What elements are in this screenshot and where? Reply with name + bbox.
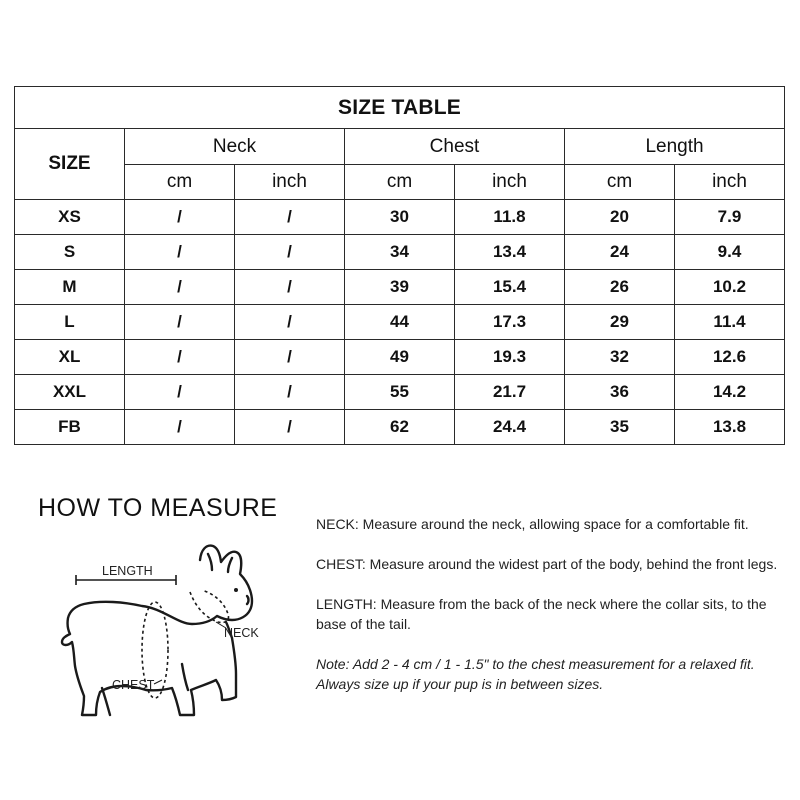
neck-inch-cell: / <box>235 375 345 410</box>
neck-cm-cell: / <box>125 340 235 375</box>
length-inch-cell: 14.2 <box>675 375 785 410</box>
neck-inch-cell: / <box>235 235 345 270</box>
chest-cm-cell: 62 <box>345 410 455 445</box>
chest-inch-cell: 13.4 <box>455 235 565 270</box>
size-cell: S <box>15 235 125 270</box>
table-row <box>15 200 785 235</box>
size-cell: XS <box>15 200 125 235</box>
unit-header: inch <box>675 165 785 200</box>
size-cell: XL <box>15 340 125 375</box>
chest-inch-cell: 24.4 <box>455 410 565 445</box>
length-inch-cell: 7.9 <box>675 200 785 235</box>
length-cm-cell: 35 <box>565 410 675 445</box>
length-cm-cell: 36 <box>565 375 675 410</box>
size-cell: M <box>15 270 125 305</box>
unit-header: cm <box>565 165 675 200</box>
size-table <box>14 86 785 445</box>
chest-instruction: CHEST: Measure around the widest part of the body, behind the front legs. <box>316 556 778 572</box>
length-cm-cell: 29 <box>565 305 675 340</box>
size-cell: FB <box>15 410 125 445</box>
neck-cm-cell: / <box>125 270 235 305</box>
table-row <box>15 235 785 270</box>
how-to-measure-title: HOW TO MEASURE <box>38 494 278 522</box>
length-cm-cell: 20 <box>565 200 675 235</box>
chest-cm-cell: 39 <box>345 270 455 305</box>
neck-instruction: NECK: Measure around the neck, allowing space for a comfortable fit. <box>316 516 749 532</box>
neck-label: NECK <box>224 626 259 640</box>
length-group-header: Length <box>565 129 785 165</box>
chest-cm-cell: 34 <box>345 235 455 270</box>
chest-inch-cell: 15.4 <box>455 270 565 305</box>
length-inch-cell: 13.8 <box>675 410 785 445</box>
measure-instructions <box>316 514 794 714</box>
size-column-header: SIZE <box>15 129 125 200</box>
unit-header: inch <box>235 165 345 200</box>
chest-group-header: Chest <box>345 129 565 165</box>
chest-cm-cell: 49 <box>345 340 455 375</box>
neck-cm-cell: / <box>125 305 235 340</box>
chest-inch-cell: 11.8 <box>455 200 565 235</box>
table-title: SIZE TABLE <box>15 87 785 129</box>
table-row <box>15 305 785 340</box>
neck-inch-cell: / <box>235 200 345 235</box>
chest-cm-cell: 44 <box>345 305 455 340</box>
neck-group-header: Neck <box>125 129 345 165</box>
table-body <box>15 200 785 445</box>
chest-inch-cell: 21.7 <box>455 375 565 410</box>
length-cm-cell: 32 <box>565 340 675 375</box>
length-cm-cell: 26 <box>565 270 675 305</box>
size-cell: XXL <box>15 375 125 410</box>
size-cell: L <box>15 305 125 340</box>
unit-header: cm <box>125 165 235 200</box>
dog-diagram <box>50 538 290 728</box>
neck-cm-cell: / <box>125 410 235 445</box>
chest-inch-cell: 19.3 <box>455 340 565 375</box>
length-instruction: LENGTH: Measure from the back of the neck where the collar sits, to the base of the tail. <box>316 596 767 632</box>
neck-inch-cell: / <box>235 410 345 445</box>
note-instruction: Note: Add 2 - 4 cm / 1 - 1.5" to the chest measurement for a relaxed fit. Always size up if your pup is in between sizes. <box>316 656 755 692</box>
chest-cm-cell: 55 <box>345 375 455 410</box>
neck-inch-cell: / <box>235 305 345 340</box>
table-row <box>15 410 785 445</box>
length-inch-cell: 9.4 <box>675 235 785 270</box>
table-row <box>15 340 785 375</box>
chest-inch-cell: 17.3 <box>455 305 565 340</box>
unit-header: inch <box>455 165 565 200</box>
chest-label: CHEST <box>112 678 155 692</box>
length-cm-cell: 24 <box>565 235 675 270</box>
neck-inch-cell: / <box>235 270 345 305</box>
neck-cm-cell: / <box>125 375 235 410</box>
neck-inch-cell: / <box>235 340 345 375</box>
length-inch-cell: 10.2 <box>675 270 785 305</box>
chest-cm-cell: 30 <box>345 200 455 235</box>
length-label: LENGTH <box>102 564 153 578</box>
table-row <box>15 270 785 305</box>
neck-cm-cell: / <box>125 200 235 235</box>
length-inch-cell: 11.4 <box>675 305 785 340</box>
neck-cm-cell: / <box>125 235 235 270</box>
length-inch-cell: 12.6 <box>675 340 785 375</box>
chest-leader-line-icon <box>154 680 162 684</box>
table-row <box>15 375 785 410</box>
unit-header: cm <box>345 165 455 200</box>
